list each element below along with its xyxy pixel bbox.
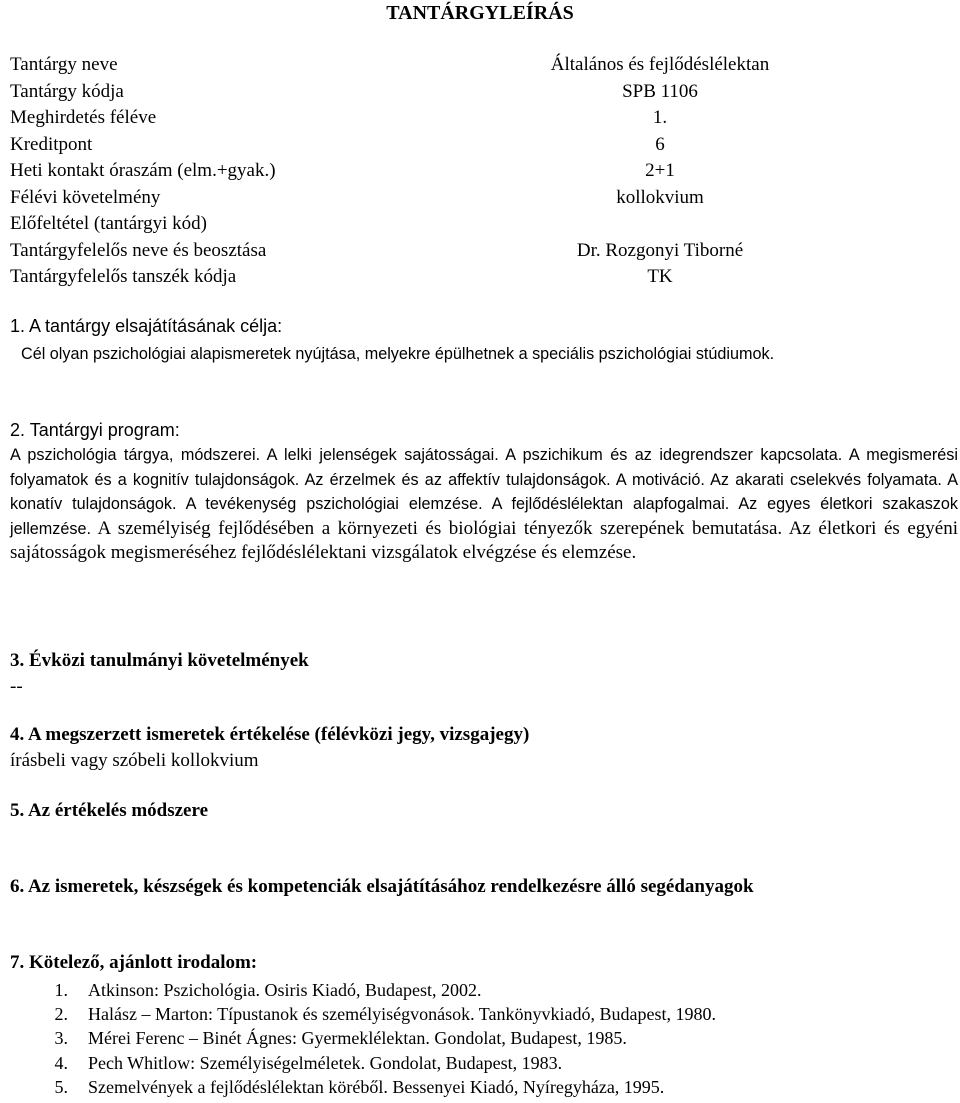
list-item-text: Pech Whitlow: Személyiségelméletek. Gondolat, Budapest, 1983. [88, 1052, 563, 1073]
program-text-serif: A személyiség fejlődésében a környezeti és biológiai tényezők szerepének bemutatása. Az életkori és egyéni sajátosságok megismeréséhez fejlődéslélektani vizsgálatok elvégzése és elemzése. [10, 517, 959, 563]
section-heading: 5. Az értékelés módszere [10, 800, 209, 821]
info-value: SPB 1106 [622, 80, 698, 102]
list-item-number: 2. [54, 1004, 68, 1025]
subject-info-row [10, 158, 960, 185]
section-resources [10, 875, 955, 899]
subject-info-row [10, 52, 960, 79]
list-item-number: 5. [54, 1076, 68, 1097]
program-text-sans: A pszichológia tárgya, módszerei. A lelki jelenségek sajátosságai. A pszichikum és az idegrendszer kapcsolata. A megismerési folyamatok és a kognitív tulajdonságok. Az érzelmek és az affektív tulajdonságok. A motiváció. Az akarati cselekvés folyamata. A konatív tulajdonságok. A tevékenység pszichológiai elemzése. A fejlődéslélektan alapfogalmai. Az egyes életkori szakaszok jellemzése. [10, 446, 958, 538]
info-value: 6 [655, 133, 665, 155]
list-item [10, 1002, 955, 1026]
info-value: 1. [652, 107, 668, 128]
section-heading: 4. A megszerzett ismeretek értékelése (félévközi jegy, vizsgajegy) [10, 724, 530, 745]
subject-info-row [10, 238, 960, 265]
list-item-number: 3. [54, 1028, 68, 1049]
literature-list [10, 978, 955, 1099]
list-item-text: Halász – Marton: Típustanok és személyiségvonások. Tankönyvkiadó, Budapest, 1980. [88, 1004, 716, 1025]
info-value: 2+1 [645, 160, 675, 181]
section-evaluation-method [10, 799, 955, 823]
section-literature [10, 951, 955, 1099]
section-heading: 1. A tantárgy elsajátításának célja: [10, 316, 283, 336]
info-value: kollokvium [616, 186, 704, 208]
info-label: Tantárgy kódja [10, 80, 124, 102]
section-requirements [10, 649, 955, 699]
list-item [10, 1075, 955, 1099]
info-label: Félévi követelmény [10, 186, 161, 208]
subject-info-row [10, 185, 960, 212]
subject-info-table [10, 52, 960, 291]
info-label: Meghirdetés féléve [10, 107, 157, 128]
section-text: -- [10, 676, 23, 697]
section-goal [10, 314, 955, 366]
section-text: Cél olyan pszichológiai alapismeretek nyújtása, melyekre épülhetnek a speciális pszichológiai stúdiumok. [21, 345, 775, 363]
section-heading: 3. Évközi tanulmányi követelmények [10, 650, 309, 671]
section-program [10, 418, 959, 565]
info-value: TK [647, 266, 673, 287]
list-item [10, 978, 955, 1002]
subject-info-row [10, 79, 960, 106]
document-title: TANTÁRGYLEÍRÁS [386, 2, 574, 24]
list-item [10, 1051, 955, 1075]
list-item-number: 1. [54, 980, 68, 1000]
section-heading: 7. Kötelező, ajánlott irodalom: [10, 952, 258, 973]
subject-info-row [10, 264, 960, 291]
info-label: Tantárgyfelelős neve és beosztása [10, 239, 267, 261]
section-evaluation [10, 723, 955, 773]
section-heading: 2. Tantárgyi program: [10, 420, 180, 440]
section-heading: 6. Az ismeretek, készségek és kompetenciák elsajátításához rendelkezésre álló segédanyagok [10, 876, 754, 897]
subject-info-row [10, 105, 960, 132]
list-item-text: Mérei Ferenc – Binét Ágnes: Gyermeklélektan. Gondolat, Budapest, 1985. [88, 1028, 627, 1049]
list-item-number: 4. [54, 1052, 68, 1073]
info-value: Általános és fejlődéslélektan [550, 54, 770, 75]
section-text [10, 443, 958, 565]
list-item-text: Atkinson: Pszichológia. Osiris Kiadó, Budapest, 2002. [88, 980, 482, 1000]
info-value: Dr. Rozgonyi Tiborné [576, 239, 744, 261]
list-item-text: Szemelvények a fejlődéslélektan köréből. Bessenyei Kiadó, Nyíregyháza, 1995. [88, 1076, 665, 1097]
info-label: Heti kontakt óraszám (elm.+gyak.) [10, 160, 276, 181]
subject-info-row [10, 211, 960, 238]
subject-info-row [10, 132, 960, 159]
info-label: Tantárgy neve [10, 54, 118, 75]
info-label: Kreditpont [10, 133, 93, 155]
info-label: Előfeltétel (tantárgyi kód) [10, 213, 207, 234]
info-label: Tantárgyfelelős tanszék kódja [10, 266, 237, 287]
section-text: írásbeli vagy szóbeli kollokvium [10, 750, 259, 771]
list-item [10, 1026, 955, 1050]
